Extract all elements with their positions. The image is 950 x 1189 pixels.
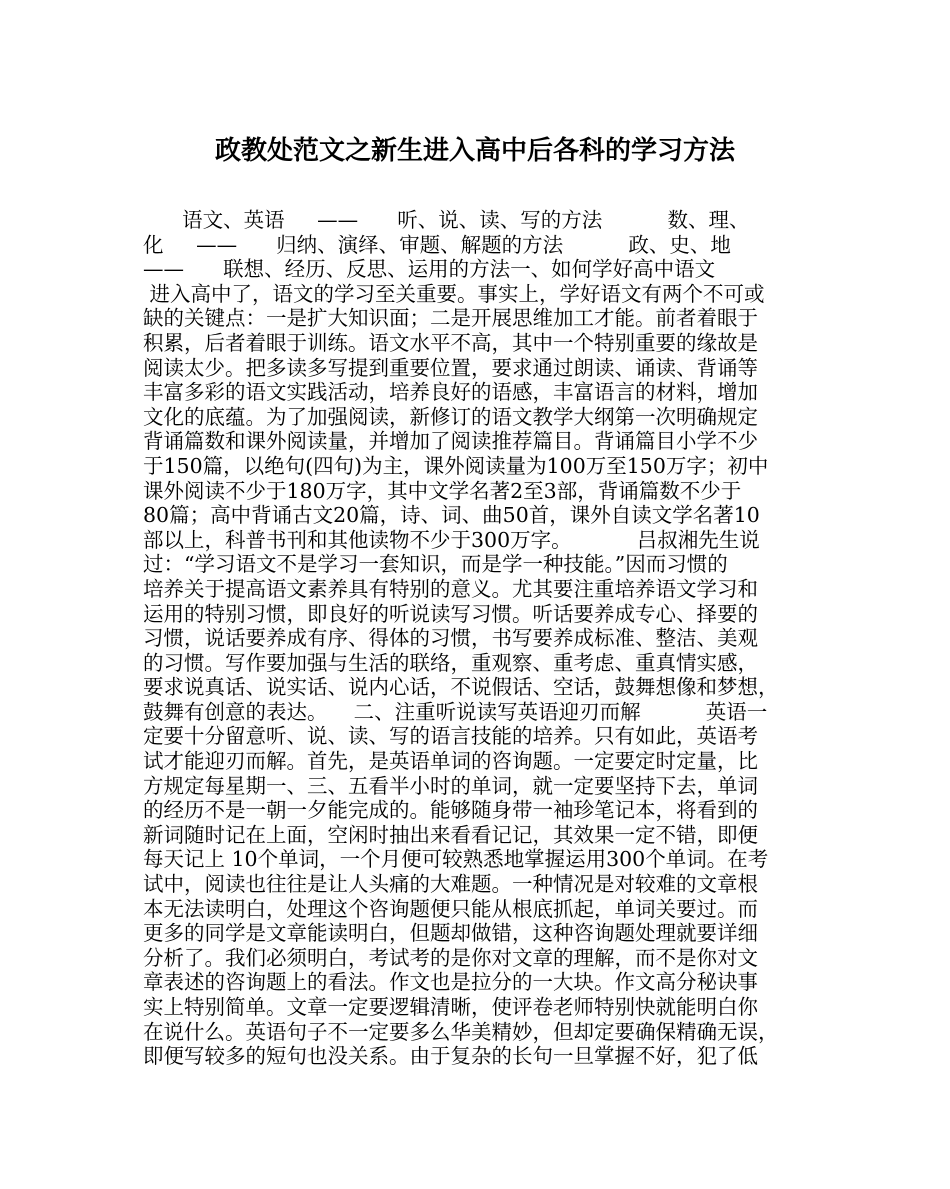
body-text-line: 分析了。我们必须明白，考试考的是你对文章的理解，而不是你对文 <box>143 945 758 970</box>
body-text-line: 在说什么。英语句子不一定要多么华美精妙，但却定要确保精确无误， <box>143 1019 779 1044</box>
document-body <box>143 208 813 1069</box>
body-text-line: 阅读太少。把多读多写提到重要位置，要求通过朗读、诵读、背诵等 <box>143 355 758 380</box>
body-text-line: 新词随时记在上面，空闲时抽出来看看记记，其效果一定不错，即便 <box>143 822 758 847</box>
body-text-line: 背诵篇数和课外阅读量，并增加了阅读推荐篇目。背诵篇目小学不少 <box>143 429 758 454</box>
body-text-line: 积累，后者着眼于训练。语文水平不高，其中一个特别重要的缘故是 <box>143 330 758 355</box>
body-text-line: 课外阅读不少于180万字，其中文学名著2至3部，背诵篇数不少于 <box>143 478 742 503</box>
document-title: 政教处范文之新生进入高中后各科的学习方法 <box>214 136 735 166</box>
body-text-line: 过：“学习语文不是学习一套知识，而是学一种技能。”因而习惯的 <box>143 552 728 577</box>
body-text-line: 化 —— 归纳、演绎、审题、解题的方法 政、史、地 <box>143 232 731 257</box>
body-text-line: 于150篇，以绝句(四句)为主，课外阅读量为100万至150万字；初中 <box>143 453 769 478</box>
body-text-line: 更多的同学是文章能读明白，但题却做错，这种咨询题处理就要详细 <box>143 921 758 946</box>
body-text-line: 80篇；高中背诵古文20篇，诗、词、曲50首，课外自读文学名著10 <box>143 503 760 528</box>
body-text-line: 要求说真话、说实话、说内心话，不说假话、空话，鼓舞想像和梦想， <box>143 675 779 700</box>
body-text-line: 定要十分留意听、说、读、写的语言技能的培养。只有如此，英语考 <box>143 724 758 749</box>
body-text-line: 试中，阅读也往往是让人头痛的大难题。一种情况是对较难的文章根 <box>143 872 758 897</box>
body-text-line: 实上特别简单。文章一定要逻辑清晰，使评卷老师特别快就能明白你 <box>143 995 758 1019</box>
body-text-line: 丰富多彩的语文实践活动，培养良好的语感，丰富语言的材料，增加 <box>143 380 758 405</box>
body-text-line: 培养关于提高语文素养具有特别的意义。尤其要注重培养语文学习和 <box>143 576 758 601</box>
body-text-line: 的经历不是一朝一夕能完成的。能够随身带一袖珍笔记本，将看到的 <box>143 798 758 823</box>
body-text-line: 语文、英语 —— 听、说、读、写的方法 数、理、 <box>143 208 750 232</box>
body-text-line: 进入高中了，语文的学习至关重要。事实上，学好语文有两个不可或 <box>143 281 765 306</box>
body-text-line: —— 联想、经历、反思、运用的方法一、如何学好高中语文 <box>143 257 716 282</box>
body-text-line: 每天记上 10个单词，一个月便可较熟悉地掌握运用300个单词。在考 <box>143 847 769 872</box>
body-text-line: 章表述的咨询题上的看法。作文也是拉分的一大块。作文高分秘诀事 <box>143 970 758 995</box>
body-text-line: 习惯，说话要养成有序、得体的习惯，书写要养成标准、整洁、美观 <box>143 626 758 651</box>
body-text-line: 缺的关键点：一是扩大知识面；二是开展思维加工才能。前者着眼于 <box>143 306 758 331</box>
body-text-line: 试才能迎刃而解。首先，是英语单词的咨询题。一定要定时定量，比 <box>143 749 758 774</box>
body-text-line: 方规定每星期一、三、五看半小时的单词，就一定要坚持下去，单词 <box>143 773 758 798</box>
body-text-line: 部以上，科普书刊和其他读物不少于300万字。 吕叔湘先生说 <box>143 527 760 552</box>
body-text-line: 即便写较多的短句也没关系。由于复杂的长句一旦掌握不好，犯了低 <box>143 1044 758 1069</box>
body-text-line: 鼓舞有创意的表达。 二、注重听说读写英语迎刃而解 英语一 <box>143 699 768 724</box>
body-text-line: 的习惯。写作要加强与生活的联络，重观察、重考虑、重真情实感， <box>143 650 758 675</box>
body-text-line: 运用的特别习惯，即良好的听说读写习惯。听话要养成专心、择要的 <box>143 601 758 626</box>
body-text-line: 本无法读明白，处理这个咨询题便只能从根底抓起，单词关要过。而 <box>143 896 758 921</box>
body-text-line: 文化的底蕴。为了加强阅读，新修订的语文教学大纲第一次明确规定 <box>143 404 758 429</box>
